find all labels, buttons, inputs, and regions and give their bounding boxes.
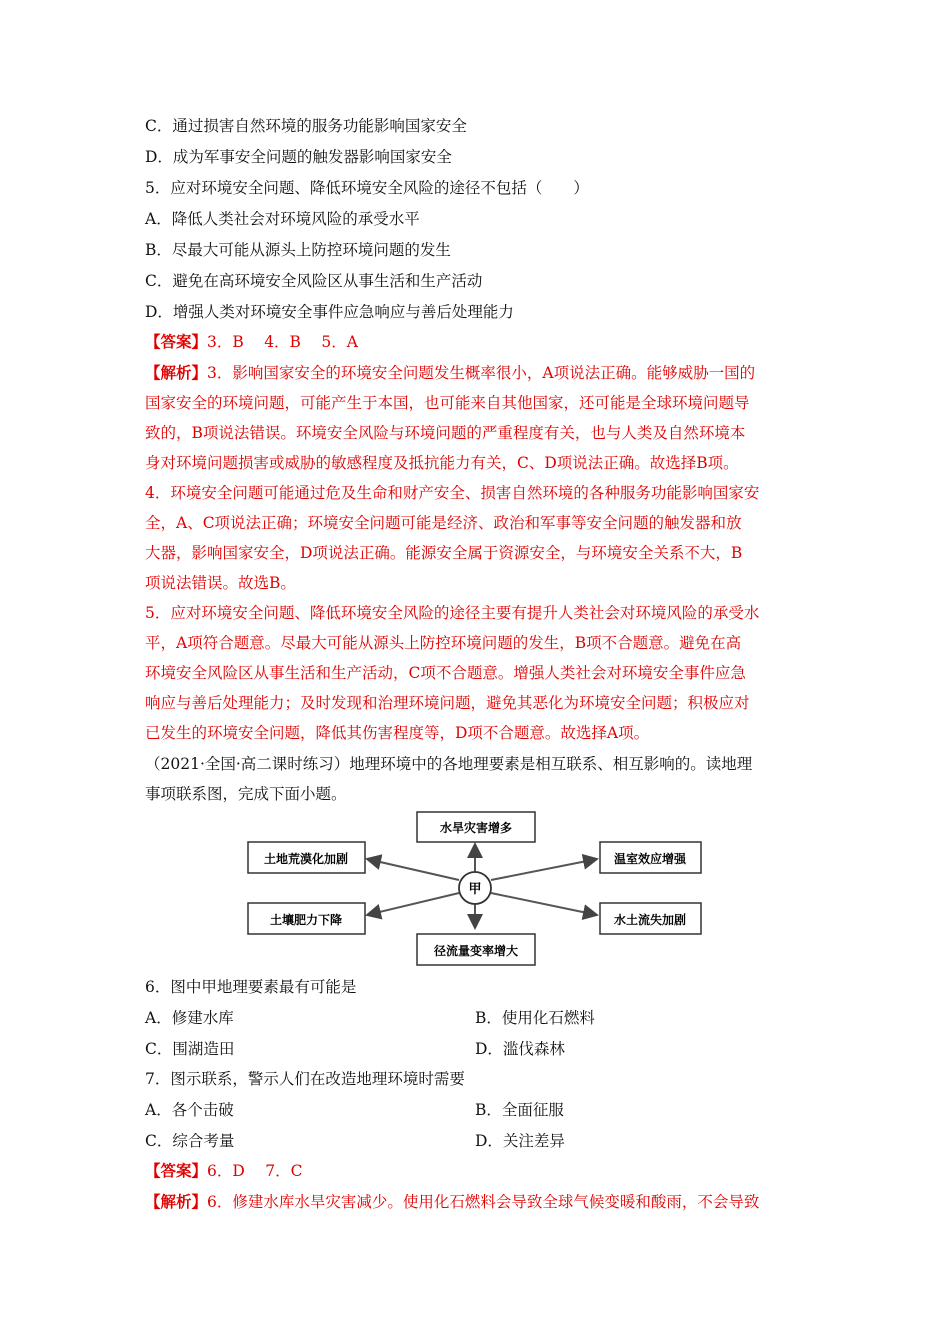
box-right-top-label: 温室效应增强 bbox=[613, 852, 687, 866]
q5-option-b: B．尽最大可能从源头上防控环境问题的发生 bbox=[145, 241, 451, 259]
q7-option-b: B．全面征服 bbox=[475, 1101, 564, 1119]
q7-option-a: A．各个击破 bbox=[145, 1101, 234, 1119]
q6-option-c: C．围湖造田 bbox=[145, 1040, 235, 1058]
q7-stem: 7．图示联系，警示人们在改造地理环境时需要 bbox=[145, 1070, 465, 1088]
analysis-line-3: 致的，B项说法错误。环境安全风险与环境问题的严重程度有关，也与人类及自然环境本 bbox=[145, 424, 746, 442]
answer-text: 3．B 4．B 5．A bbox=[207, 333, 358, 351]
analysis-tag: 【解析】 bbox=[145, 363, 208, 382]
q7-option-d: D．关注差异 bbox=[475, 1132, 565, 1150]
q6-option-b: B．使用化石燃料 bbox=[475, 1009, 595, 1027]
q5-stem: 5．应对环境安全问题、降低环境安全风险的途径不包括（ ） bbox=[145, 179, 589, 197]
box-left-bottom-label: 土壤肥力下降 bbox=[269, 913, 343, 927]
analysis-line-1 bbox=[145, 363, 755, 383]
q5-option-c: C．避免在高环境安全风险区从事生活和生产活动 bbox=[145, 272, 483, 290]
intro-line-2: 事项联系图，完成下面小题。 bbox=[145, 785, 347, 803]
analysis-line-13: 已发生的环境安全问题，降低其伤害程度等，D项不合题意。故选择A项。 bbox=[145, 724, 650, 742]
q6-option-d: D．滥伐森林 bbox=[475, 1040, 565, 1058]
arrow-to-left-top bbox=[367, 859, 459, 880]
intro-line-1: （2021·全国·高二课时练习）地理环境中的各地理要素是相互联系、相互影响的。读地理 bbox=[145, 755, 753, 773]
answer-line-2 bbox=[145, 1161, 302, 1181]
analysis-line-8: 项说法错误。故选B。 bbox=[145, 574, 296, 592]
analysis-line-4: 身对环境问题损害或威胁的敏感程度及抵抗能力有关，C、D项说法正确。故选择B项。 bbox=[145, 454, 739, 472]
arrow-to-left-bottom bbox=[367, 893, 459, 915]
analysis-line-9: 5．应对环境安全问题、降低环境安全风险的途径主要有提升人类社会对环境风险的承受水 bbox=[145, 604, 760, 622]
box-bottom-label: 径流量变率增大 bbox=[433, 944, 519, 958]
center-label: 甲 bbox=[468, 882, 482, 897]
q6-stem: 6．图中甲地理要素最有可能是 bbox=[145, 978, 357, 996]
analysis-line-12: 响应与善后处理能力；及时发现和治理环境问题，避免其恶化为环境安全问题；积极应对 bbox=[145, 694, 750, 712]
analysis2-line-1 bbox=[145, 1192, 759, 1212]
analysis-text: 3．影响国家安全的环境安全问题发生概率很小，A项说法正确。能够威胁一国的 bbox=[207, 364, 756, 382]
answer-text-2: 6．D 7．C bbox=[207, 1162, 303, 1180]
arrow-to-right-bottom bbox=[491, 893, 597, 915]
box-left-top-label: 土地荒漠化加剧 bbox=[263, 852, 349, 866]
box-right-bottom-label: 水土流失加剧 bbox=[613, 913, 687, 927]
q4-option-c: C．通过损害自然环境的服务功能影响国家安全 bbox=[145, 117, 467, 135]
analysis-line-5: 4．环境安全问题可能通过危及生命和财产安全、损害自然环境的各种服务功能影响国家安 bbox=[145, 484, 760, 502]
answer-tag-2: 【答案】 bbox=[145, 1161, 208, 1180]
box-top-label: 水旱灾害增多 bbox=[439, 821, 513, 835]
analysis-tag-2: 【解析】 bbox=[145, 1192, 208, 1211]
analysis-line-2: 国家安全的环境问题，可能产生于本国，也可能来自其他国家，还可能是全球环境问题导 bbox=[145, 394, 750, 412]
q7-option-c: C．综合考量 bbox=[145, 1132, 235, 1150]
analysis-line-7: 大器，影响国家安全，D项说法正确。能源安全属于资源安全，与环境安全关系不大，B bbox=[145, 544, 743, 562]
q5-option-a: A．降低人类社会对环境风险的承受水平 bbox=[145, 210, 420, 228]
q5-option-d: D．增强人类对环境安全事件应急响应与善后处理能力 bbox=[145, 303, 514, 321]
geography-relation-diagram bbox=[245, 810, 705, 970]
analysis-line-10: 平，A项符合题意。尽最大可能从源头上防控环境问题的发生，B项不合题意。避免在高 bbox=[145, 634, 742, 652]
q6-option-a: A．修建水库 bbox=[145, 1009, 234, 1027]
answer-tag: 【答案】 bbox=[145, 332, 208, 351]
arrow-to-right-top bbox=[491, 859, 597, 880]
answer-line-1 bbox=[145, 332, 358, 352]
analysis2-text: 6．修建水库水旱灾害减少。使用化石燃料会导致全球气候变暖和酸雨，不会导致 bbox=[207, 1193, 760, 1211]
q4-option-d: D．成为军事安全问题的触发器影响国家安全 bbox=[145, 148, 452, 166]
analysis-line-11: 环境安全风险区从事生活和生产活动，C项不合题意。增强人类社会对环境安全事件应急 bbox=[145, 664, 746, 682]
analysis-line-6: 全，A、C项说法正确；环境安全问题可能是经济、政治和军事等安全问题的触发器和放 bbox=[145, 514, 742, 532]
